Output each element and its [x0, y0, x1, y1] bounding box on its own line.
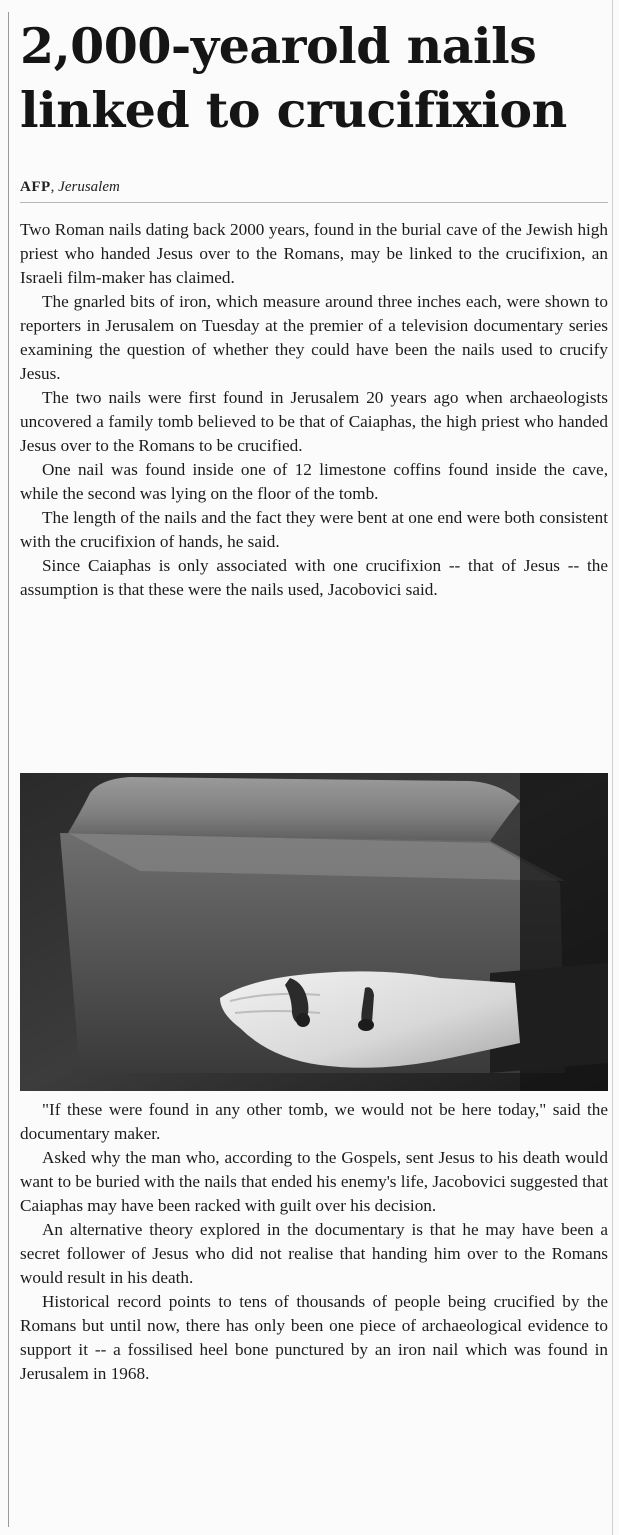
paragraph: Asked why the man who, according to the Gospels, sent Jesus to his death would want to be buried with the nails that ended his enemy's life, Jacobovici suggested that Caiaphas may have been racked with guilt over his decision. — [20, 1148, 608, 1215]
paragraph: One nail was found inside one of 12 limestone coffins found inside the cave, while the second was lying on the floor of the tomb. — [20, 460, 608, 503]
paragraph: Since Caiaphas is only associated with one crucifixion -- that of Jesus -- the assumption is that these were the nails used, Jacobovici said. — [20, 556, 608, 599]
byline-place: Jerusalem — [58, 179, 120, 195]
paragraph: The two nails were first found in Jerusalem 20 years ago when archaeologists uncovered a family tomb believed to be that of Caiaphas, the high priest who handed Jesus over to the Romans to be crucified. — [20, 388, 608, 455]
byline-separator: , — [50, 179, 59, 195]
article-photo — [20, 773, 608, 1091]
byline — [20, 178, 120, 196]
page-edge-right — [612, 0, 613, 1535]
article-body-top — [20, 218, 608, 602]
paragraph: "If these were found in any other tomb, we would not be here today," said the documentary maker. — [20, 1100, 608, 1143]
byline-divider — [20, 202, 608, 203]
paragraph: An alternative theory explored in the documentary is that he may have been a secret follower of Jesus who did not realise that handing him over to the Romans would result in his death. — [20, 1220, 608, 1287]
headline: 2,000-yearold nails linked to crucifixion — [20, 17, 567, 139]
photo-nails-in-gloved-hand — [20, 773, 608, 1091]
paragraph: The length of the nails and the fact they were bent at one end were both consistent with the crucifixion of hands, he said. — [20, 508, 608, 551]
paragraph: Two Roman nails dating back 2000 years, found in the burial cave of the Jewish high priest who handed Jesus over to the Romans, may be linked to the crucifixion, an Israeli film-maker has claimed. — [20, 220, 608, 287]
byline-agency: AFP — [20, 179, 51, 195]
paragraph: The gnarled bits of iron, which measure around three inches each, were shown to reporters in Jerusalem on Tuesday at the premier of a television documentary series examining the question of whether they could have been the nails used to crucify Jesus. — [20, 292, 608, 383]
column-rule-left — [8, 12, 9, 1527]
paragraph: Historical record points to tens of thousands of people being crucified by the Romans but until now, there has only been one piece of archaeological evidence to support it -- a fossilised heel bone punctured by an iron nail which was found in Jerusalem in 1968. — [20, 1292, 608, 1383]
article-body-bottom — [20, 1098, 608, 1386]
